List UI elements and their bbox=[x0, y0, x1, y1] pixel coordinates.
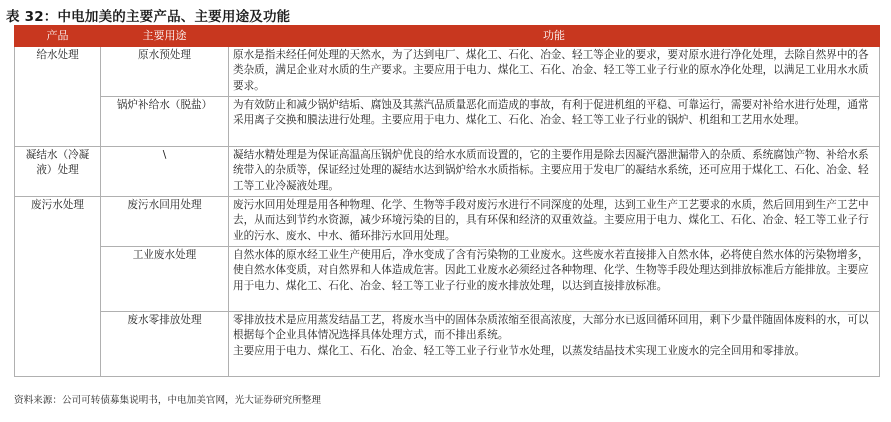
header-function: 功能 bbox=[229, 26, 880, 47]
product-cell: 凝结水（冷凝液）处理 bbox=[15, 147, 101, 197]
table-title: 表 32：中电加美的主要产品、主要用途及功能 bbox=[6, 9, 291, 25]
function-cell bbox=[229, 312, 880, 377]
header-product: 产品 bbox=[15, 26, 101, 47]
use-cell: 原水预处理 bbox=[101, 47, 229, 97]
use-cell: 废污水回用处理 bbox=[101, 197, 229, 247]
use-cell: 废水零排放处理 bbox=[101, 312, 229, 377]
use-cell: 工业废水处理 bbox=[101, 247, 229, 312]
function-paragraph: 零排放技术是应用蒸发结晶工艺，将废水当中的固体杂质浓缩至很高浓度，大部分水已返回循环回用，剩下少量伴随固体废料的水，可以根据每个企业具体情况选择具体处理方式，而不排出系统。 bbox=[233, 314, 869, 342]
function-cell: 原水是指未经任何处理的天然水，为了达到电厂、煤化工、石化、冶金、轻工等企业的要求，要对原水进行净化处理，去除自然界中的各类杂质，满足企业对水质的生产要求。主要应用于电力、煤化工、石化、冶金、轻工等工业子行业的原水净化处理，以满足工业用水水质要求。 bbox=[229, 47, 880, 97]
products-table bbox=[14, 25, 880, 377]
header-use: 主要用途 bbox=[101, 26, 229, 47]
function-cell: 为有效防止和减少锅炉结垢、腐蚀及其蒸汽品质量恶化而造成的事故，有利于促进机组的平稳、可靠运行，需要对补给水进行处理，通常采用离子交换和膜法进行处理。主要应用于电力、煤化工、石化、冶金、轻工等工业子行业的锅炉、机组和工艺用水处理。 bbox=[229, 97, 880, 147]
product-cell: 给水处理 bbox=[15, 47, 101, 147]
function-cell: 废污水回用处理是用各种物理、化学、生物等手段对废污水进行不同深度的处理，达到工业生产工艺要求的水质，然后回用到生产工艺中去，从而达到节约水资源，减少环境污染的目的，具有环保和经济的双重效益。主要应用于电力、煤化工、石化、冶金、轻工等工业子行业的污水、废水、中水、循环排污水回用处理。 bbox=[229, 197, 880, 247]
function-cell: 凝结水精处理是为保证高温高压锅炉优良的给水水质而设置的，它的主要作用是除去因凝汽器泄漏带入的杂质、系统腐蚀产物、补给水系统带入的杂质等，保证经过处理的凝结水达到锅炉给水水质指标。主要应用于发电厂的凝结水系统，还可应用于煤化工、石化、冶金、轻工等工业冷凝液处理。 bbox=[229, 147, 880, 197]
table-row bbox=[15, 47, 880, 97]
use-cell: 锅炉补给水（脱盐） bbox=[101, 97, 229, 147]
table-row bbox=[15, 312, 880, 377]
function-cell: 自然水体的原水经工业生产使用后，净水变成了含有污染物的工业废水。这些废水若直接排入自然水体，必将使自然水体的污染物增多，使自然水体变质，对自然界和人体造成危害。因此工业废水必须经过各种物理、化学、生物等手段处理达到排放标准后方能排放。主要应用于电力、煤化工、石化、冶金、轻工等工业子行业的废水排放处理，以达到直接排放标准。 bbox=[229, 247, 880, 312]
table-row bbox=[15, 147, 880, 197]
table-header-row bbox=[15, 26, 880, 47]
product-cell: 废污水处理 bbox=[15, 197, 101, 377]
source-note: 资料来源：公司可转债募集说明书，中电加美官网，光大证券研究所整理 bbox=[14, 395, 321, 406]
table-row bbox=[15, 247, 880, 312]
table-row bbox=[15, 197, 880, 247]
table-row bbox=[15, 97, 880, 147]
function-paragraph: 主要应用于电力、煤化工、石化、冶金、轻工等工业子行业节水处理，以蒸发结晶技术实现工业废水的完全回用和零排放。 bbox=[233, 344, 806, 357]
use-cell: \ bbox=[101, 147, 229, 197]
